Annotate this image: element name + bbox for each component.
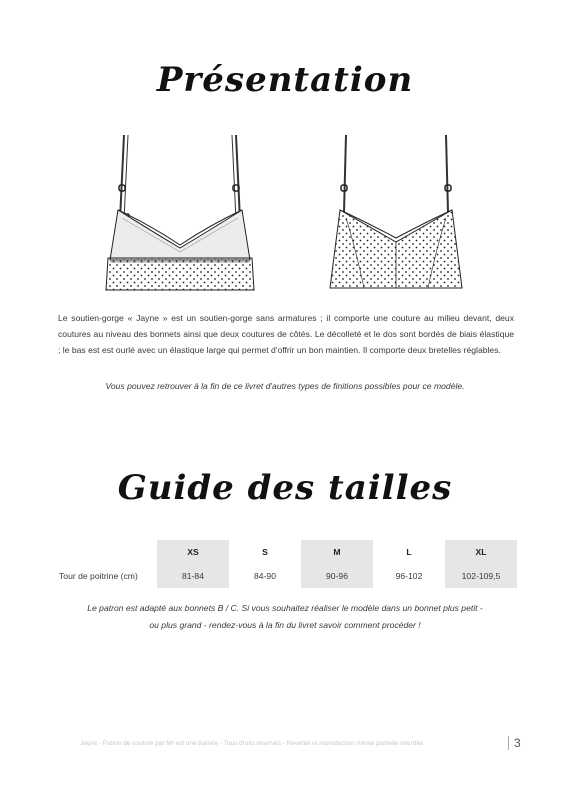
bra-front-view-illustration: [306, 130, 486, 300]
size-value-xs: 81-84: [157, 564, 229, 588]
size-header-xl: XL: [445, 540, 517, 564]
presentation-note: Vous pouvez retrouver à la fin de ce livret d'autres types de finitions possibles pour ce modèle.: [105, 381, 465, 391]
size-header-row: [55, 540, 517, 564]
size-header-s: S: [262, 547, 268, 557]
size-guide-note-line-2: ou plus grand - rendez-vous à la fin du livret savoir comment procéder !: [149, 620, 421, 630]
size-header-empty: [55, 540, 157, 564]
size-table: [55, 540, 517, 588]
size-value-m: 90-96: [301, 564, 373, 588]
size-guide-title: Guide des tailles: [117, 468, 453, 508]
size-header-l: L: [406, 547, 412, 557]
presentation-description: Le soutien-gorge « Jayne » est un soutien-gorge sans armatures ; il comporte une couture au milieu devant, deux coutures au niveau des bonnets ainsi que deux coutures de côtés. Le décolleté et le dos sont bordés de biais élastique ; le bas est est ourlé avec un élastique large qui permet d'offrir un bon maintien. Il comporte deux bretelles réglables.: [58, 313, 514, 355]
size-value-s: 84-90: [254, 571, 276, 581]
size-guide-note: [40, 600, 530, 634]
presentation-title: Présentation: [156, 60, 414, 100]
size-guide-note-line-1: Le patron est adapté aux bonnets B / C. Si vous souhaitez réaliser le modèle dans un bonnet plus petit -: [87, 603, 483, 613]
size-value-xl: 102-109,5: [445, 564, 517, 588]
footer-text: Jayne - Patron de couture par Mr est une traînée - Tous droits réservés - Revente et reproduction même partielle interdite: [80, 740, 424, 747]
size-values-row: [55, 564, 517, 588]
size-header-m: M: [301, 540, 373, 564]
size-header-xs: XS: [157, 540, 229, 564]
size-row-label: Tour de poitrine (cm): [59, 571, 138, 581]
bra-back-view-illustration: [80, 130, 260, 300]
size-value-l: 96-102: [395, 571, 423, 581]
page-number: 3: [508, 736, 521, 750]
